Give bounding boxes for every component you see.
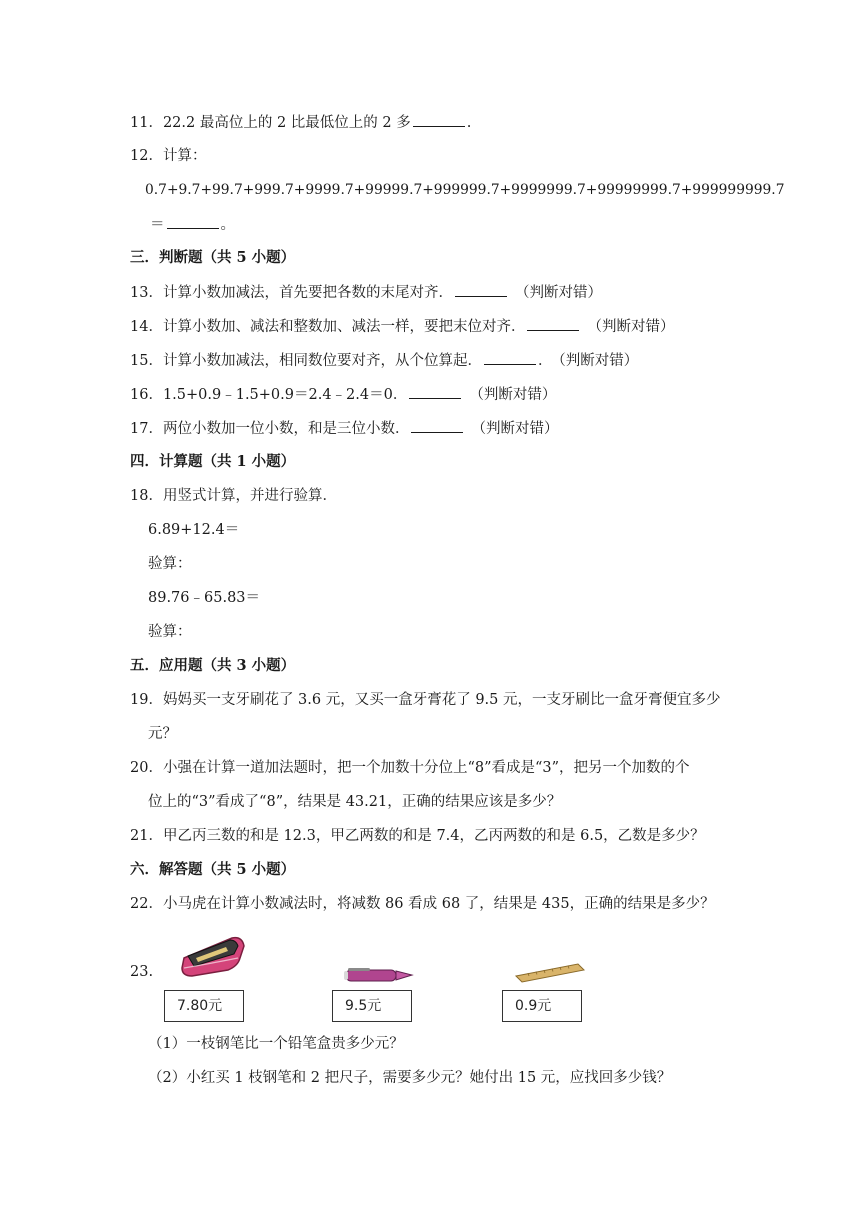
section-heading-application: 五．应用题（共 3 小题） — [130, 657, 296, 674]
question-12: 12．计算： — [130, 148, 207, 164]
question-18-expr-a: 6.89+12.4＝ — [148, 522, 240, 538]
ruler-image — [512, 960, 588, 986]
question-23-part1: （1）一枝钢笔比一个铅笔盒贵多少元？ — [148, 1036, 404, 1052]
ruler-price: 0.9元 — [502, 990, 582, 1022]
question-23-number: 23. — [130, 964, 154, 980]
question-22: 22．小马虎在计算小数减法时，将减数 86 看成 68 了，结果是 435，正确的结果是多少？ — [130, 896, 715, 912]
answer-blank[interactable] — [167, 214, 219, 229]
answer-blank[interactable] — [413, 112, 465, 127]
answer-blank[interactable] — [455, 282, 507, 297]
question-21: 21．甲乙丙三数的和是 12.3，甲乙两数的和是 7.4，乙丙两数的和是 6.5，乙数是多少？ — [130, 828, 705, 844]
answer-blank[interactable] — [484, 350, 536, 365]
section-heading-calculation: 四．计算题（共 1 小题） — [130, 453, 296, 470]
pencil-case-image — [178, 928, 248, 980]
question-19-line1: 19．妈妈买一支牙刷花了 3.6 元，又买一盒牙膏花了 9.5 元，一支牙刷比一盒牙膏便宜多少 — [130, 692, 721, 708]
question-23-part2: （2）小红买 1 枝钢笔和 2 把尺子，需要多少元？她付出 15 元，应找回多少钱？ — [148, 1070, 672, 1086]
question-19-line2: 元？ — [148, 726, 177, 742]
pen-price: 9.5元 — [332, 990, 412, 1022]
question-16: 16．1.5+0.9﹣1.5+0.9＝2.4﹣2.4＝0． （判断对错） — [130, 384, 556, 405]
question-11: 11．22.2 最高位上的 2 比最低位上的 2 多 . — [130, 112, 471, 133]
question-12-expression: 0.7+9.7+99.7+999.7+9999.7+99999.7+999999.7+9999999.7+99999999.7+999999999.7 — [145, 182, 785, 198]
question-18-check-a: 验算： — [148, 556, 192, 572]
pen-image — [340, 963, 418, 987]
answer-blank[interactable] — [411, 418, 463, 433]
question-13: 13．计算小数加减法，首先要把各数的末尾对齐． （判断对错） — [130, 282, 602, 303]
section-heading-judgement: 三．判断题（共 5 小题） — [130, 249, 296, 266]
answer-blank[interactable] — [409, 384, 461, 399]
question-20-line1: 20．小强在计算一道加法题时，把一个加数十分位上“8”看成是“3”，把另一个加数的个 — [130, 760, 690, 776]
pencil-case-price: 7.80元 — [164, 990, 244, 1022]
question-15: 15．计算小数加减法，相同数位要对齐，从个位算起． ． （判断对错） — [130, 350, 638, 371]
question-17: 17．两位小数加一位小数，和是三位小数． （判断对错） — [130, 418, 558, 439]
question-12-answer: ＝ 。 — [150, 214, 235, 235]
question-18-expr-b: 89.76﹣65.83＝ — [148, 590, 261, 606]
section-heading-answers: 六．解答题（共 5 小题） — [130, 861, 296, 878]
question-14: 14．计算小数加、减法和整数加、减法一样，要把末位对齐． （判断对错） — [130, 316, 674, 337]
question-18: 18．用竖式计算，并进行验算． — [130, 488, 337, 504]
answer-blank[interactable] — [527, 316, 579, 331]
question-20-line2: 位上的“3”看成了“8”，结果是 43.21，正确的结果应该是多少？ — [148, 794, 562, 810]
question-18-check-b: 验算： — [148, 624, 192, 640]
